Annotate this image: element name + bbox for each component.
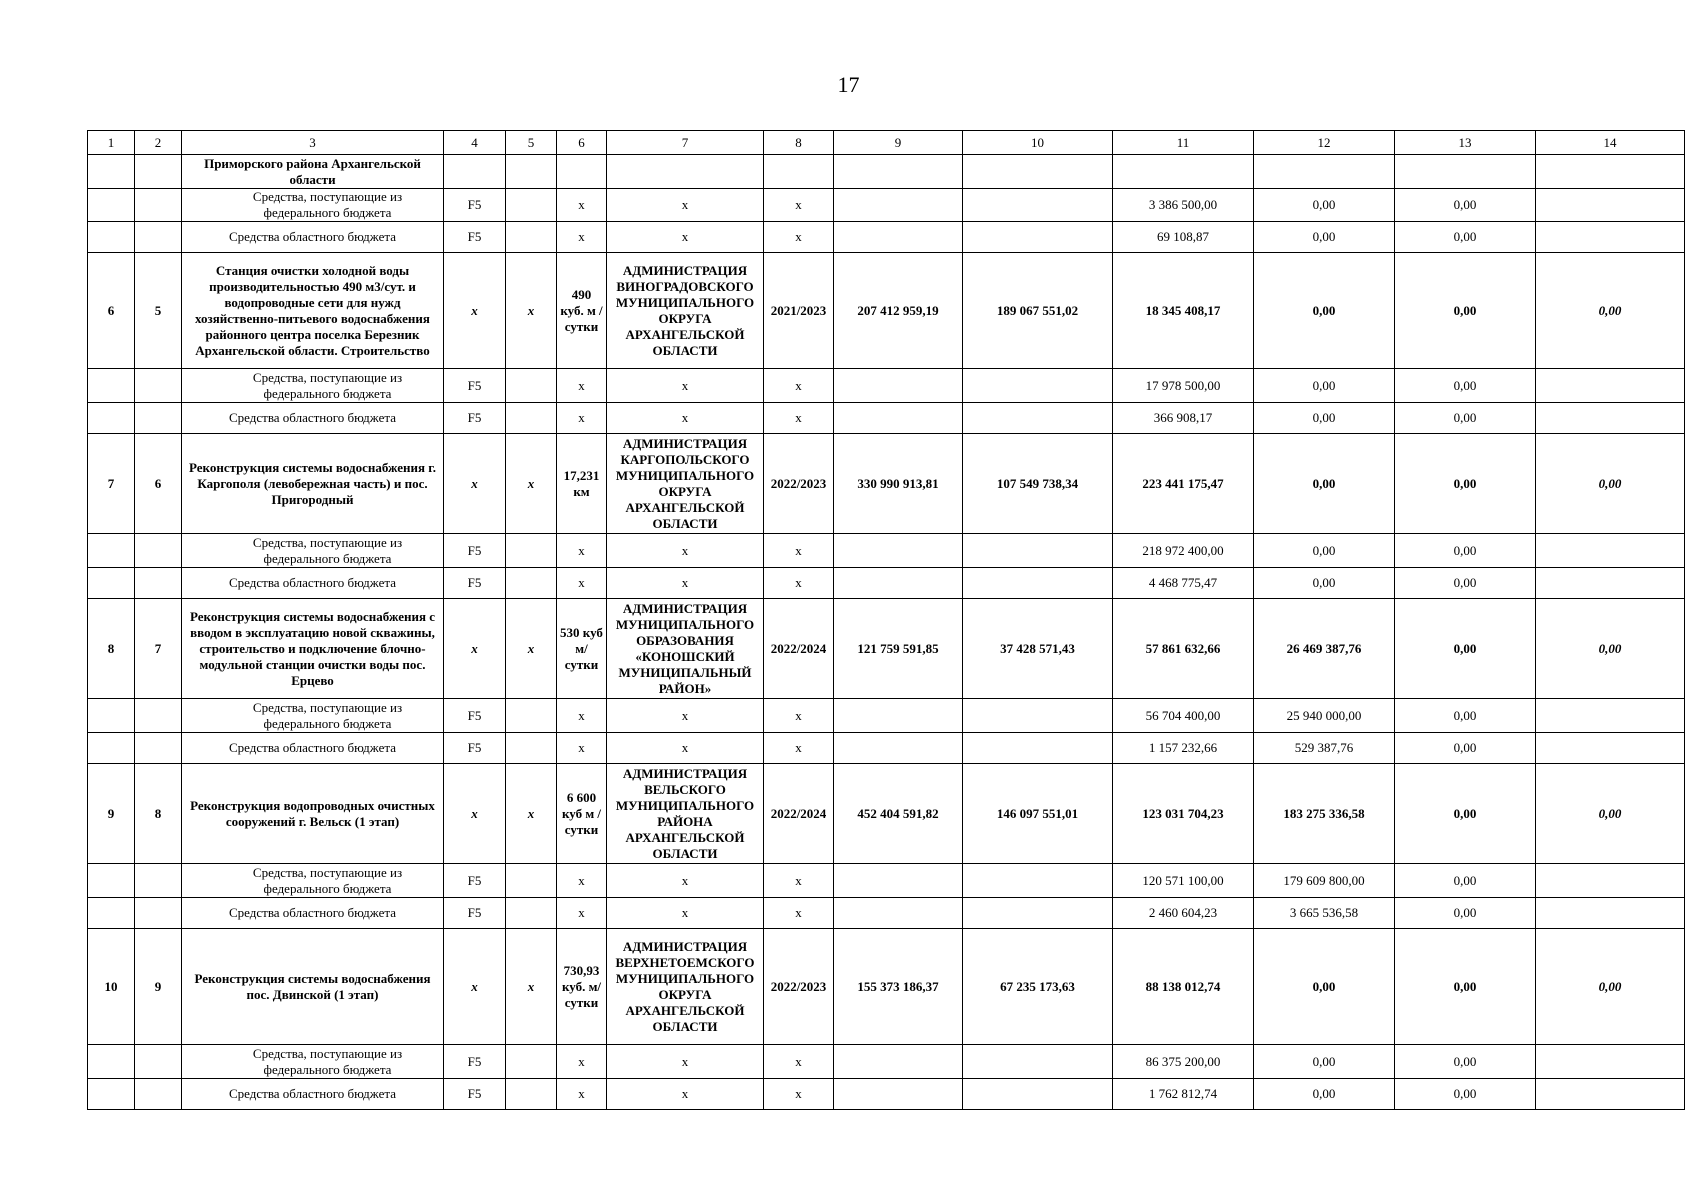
col10-cell: 146 097 551,01 — [963, 764, 1113, 864]
col11-cell: 1 762 812,74 — [1113, 1079, 1254, 1110]
code-cell: F5 — [444, 1045, 506, 1079]
table-row — [88, 733, 1685, 764]
period-cell: х — [764, 1045, 834, 1079]
project-name-cell: Реконструкция системы водоснабжения г. Каргополя (левобережная часть) и пос. Пригородный — [182, 434, 444, 534]
period-cell: х — [764, 369, 834, 403]
row-number-cell — [88, 403, 135, 434]
cost-cell — [834, 1079, 963, 1110]
client-cell: АДМИНИСТРАЦИЯ КАРГОПОЛЬСКОГО МУНИЦИПАЛЬНОГО ОКРУГА АРХАНГЕЛЬСКОЙ ОБЛАСТИ — [607, 434, 764, 534]
client-cell: х — [607, 369, 764, 403]
col13-cell — [1395, 155, 1536, 189]
header-cell: 4 — [444, 131, 506, 155]
col14-cell — [1536, 699, 1685, 733]
cost-cell — [834, 733, 963, 764]
col5-cell — [506, 189, 557, 222]
col10-cell — [963, 403, 1113, 434]
col11-cell: 120 571 100,00 — [1113, 864, 1254, 898]
period-cell: х — [764, 534, 834, 568]
col5-cell: х — [506, 253, 557, 369]
col10-cell — [963, 864, 1113, 898]
col10-cell: 37 428 571,43 — [963, 599, 1113, 699]
client-cell: х — [607, 733, 764, 764]
client-cell: х — [607, 189, 764, 222]
funding-source-label: Средства, поступающие из федерального бюджета — [252, 534, 403, 566]
client-cell: х — [607, 534, 764, 568]
table-row — [88, 699, 1685, 733]
col5-cell: х — [506, 764, 557, 864]
row-number-cell — [88, 1045, 135, 1079]
col12-cell: 0,00 — [1254, 222, 1395, 253]
col12-cell: 0,00 — [1254, 403, 1395, 434]
col10-cell — [963, 699, 1113, 733]
col5-cell — [506, 733, 557, 764]
col13-cell: 0,00 — [1395, 733, 1536, 764]
client-cell: х — [607, 568, 764, 599]
cost-cell — [834, 864, 963, 898]
client-cell: АДМИНИСТРАЦИЯ МУНИЦИПАЛЬНОГО ОБРАЗОВАНИЯ «КОНОШСКИЙ МУНИЦИПАЛЬНЫЙ РАЙОН» — [607, 599, 764, 699]
code-cell: F5 — [444, 534, 506, 568]
capacity-cell: х — [557, 369, 607, 403]
capacity-cell: х — [557, 1045, 607, 1079]
row-number-cell — [88, 155, 135, 189]
col12-cell: 179 609 800,00 — [1254, 864, 1395, 898]
project-name-cell: Приморского района Архангельской области — [182, 155, 444, 189]
col12-cell: 0,00 — [1254, 1045, 1395, 1079]
period-cell — [764, 155, 834, 189]
col14-cell — [1536, 403, 1685, 434]
col5-cell — [506, 534, 557, 568]
item-number-cell — [135, 222, 182, 253]
col11-cell: 366 908,17 — [1113, 403, 1254, 434]
col10-cell — [963, 1045, 1113, 1079]
col12-cell: 0,00 — [1254, 434, 1395, 534]
row-number-cell — [88, 222, 135, 253]
header-cell: 1 — [88, 131, 135, 155]
col12-cell: 529 387,76 — [1254, 733, 1395, 764]
col14-cell — [1536, 189, 1685, 222]
col13-cell: 0,00 — [1395, 403, 1536, 434]
funding-source-cell — [182, 534, 444, 568]
col10-cell — [963, 222, 1113, 253]
code-cell: х — [444, 434, 506, 534]
col5-cell — [506, 1045, 557, 1079]
header-row — [88, 131, 1685, 155]
project-name-cell: Реконструкция системы водоснабжения с вводом в эксплуатацию новой скважины, строительство и подключение блочно-модульной станции очистки воды пос. Ерцево — [182, 599, 444, 699]
col11-cell — [1113, 155, 1254, 189]
table-row — [88, 1079, 1685, 1110]
col14-cell — [1536, 1045, 1685, 1079]
col12-cell: 0,00 — [1254, 534, 1395, 568]
header-cell: 8 — [764, 131, 834, 155]
code-cell: х — [444, 253, 506, 369]
funding-source-label: Средства, поступающие из федерального бюджета — [252, 1045, 403, 1077]
table-row — [88, 568, 1685, 599]
col5-cell: х — [506, 599, 557, 699]
code-cell: F5 — [444, 864, 506, 898]
code-cell: F5 — [444, 568, 506, 599]
col5-cell — [506, 568, 557, 599]
col11-cell: 218 972 400,00 — [1113, 534, 1254, 568]
col13-cell: 0,00 — [1395, 599, 1536, 699]
header-cell: 6 — [557, 131, 607, 155]
project-name-cell: Реконструкция водопроводных очистных сооружений г. Вельск (1 этап) — [182, 764, 444, 864]
item-number-cell — [135, 534, 182, 568]
capacity-cell: 6 600 куб м / сутки — [557, 764, 607, 864]
code-cell: F5 — [444, 222, 506, 253]
header-cell: 12 — [1254, 131, 1395, 155]
col13-cell: 0,00 — [1395, 568, 1536, 599]
header-cell: 13 — [1395, 131, 1536, 155]
funding-source-label: Средства, поступающие из федерального бюджета — [252, 369, 403, 401]
col5-cell — [506, 699, 557, 733]
period-cell: 2022/2024 — [764, 764, 834, 864]
col5-cell — [506, 369, 557, 403]
capacity-cell: х — [557, 534, 607, 568]
funding-source-cell: Средства областного бюджета — [182, 1079, 444, 1110]
col13-cell: 0,00 — [1395, 534, 1536, 568]
col12-cell: 0,00 — [1254, 929, 1395, 1045]
col12-cell: 183 275 336,58 — [1254, 764, 1395, 864]
capacity-cell: х — [557, 733, 607, 764]
code-cell: х — [444, 929, 506, 1045]
col5-cell: х — [506, 434, 557, 534]
table-row — [88, 403, 1685, 434]
table-row — [88, 189, 1685, 222]
col12-cell: 0,00 — [1254, 568, 1395, 599]
row-number-cell: 9 — [88, 764, 135, 864]
table-row — [88, 764, 1685, 864]
item-number-cell — [135, 864, 182, 898]
capacity-cell: 530 куб м/сутки — [557, 599, 607, 699]
item-number-cell: 9 — [135, 929, 182, 1045]
capacity-cell: х — [557, 699, 607, 733]
capacity-cell: х — [557, 1079, 607, 1110]
col10-cell — [963, 369, 1113, 403]
col10-cell: 189 067 551,02 — [963, 253, 1113, 369]
header-cell: 7 — [607, 131, 764, 155]
capacity-cell — [557, 155, 607, 189]
code-cell: х — [444, 764, 506, 864]
item-number-cell — [135, 189, 182, 222]
cost-cell: 452 404 591,82 — [834, 764, 963, 864]
period-cell: х — [764, 699, 834, 733]
col13-cell: 0,00 — [1395, 1079, 1536, 1110]
cost-cell — [834, 1045, 963, 1079]
funding-source-cell — [182, 699, 444, 733]
col10-cell: 67 235 173,63 — [963, 929, 1113, 1045]
col12-cell: 3 665 536,58 — [1254, 898, 1395, 929]
period-cell: х — [764, 568, 834, 599]
col10-cell — [963, 534, 1113, 568]
code-cell: х — [444, 599, 506, 699]
capacity-cell: х — [557, 189, 607, 222]
client-cell: х — [607, 1045, 764, 1079]
col13-cell: 0,00 — [1395, 764, 1536, 864]
item-number-cell — [135, 369, 182, 403]
col10-cell — [963, 568, 1113, 599]
col14-cell — [1536, 568, 1685, 599]
col10-cell: 107 549 738,34 — [963, 434, 1113, 534]
col14-cell — [1536, 222, 1685, 253]
cost-cell — [834, 534, 963, 568]
cost-cell — [834, 222, 963, 253]
cost-cell: 330 990 913,81 — [834, 434, 963, 534]
col5-cell: х — [506, 929, 557, 1045]
col11-cell: 3 386 500,00 — [1113, 189, 1254, 222]
col5-cell — [506, 155, 557, 189]
period-cell: х — [764, 733, 834, 764]
row-number-cell — [88, 1079, 135, 1110]
col14-cell — [1536, 369, 1685, 403]
item-number-cell — [135, 403, 182, 434]
col14-cell: 0,00 — [1536, 764, 1685, 864]
cost-cell: 121 759 591,85 — [834, 599, 963, 699]
item-number-cell — [135, 733, 182, 764]
client-cell: АДМИНИСТРАЦИЯ ВИНОГРАДОВСКОГО МУНИЦИПАЛЬНОГО ОКРУГА АРХАНГЕЛЬСКОЙ ОБЛАСТИ — [607, 253, 764, 369]
col14-cell: 0,00 — [1536, 253, 1685, 369]
row-number-cell: 7 — [88, 434, 135, 534]
table-row — [88, 1045, 1685, 1079]
header-cell: 2 — [135, 131, 182, 155]
col10-cell — [963, 733, 1113, 764]
col14-cell — [1536, 1079, 1685, 1110]
col11-cell: 1 157 232,66 — [1113, 733, 1254, 764]
row-number-cell — [88, 568, 135, 599]
cost-cell: 207 412 959,19 — [834, 253, 963, 369]
period-cell: х — [764, 189, 834, 222]
period-cell: 2021/2023 — [764, 253, 834, 369]
capacity-cell: х — [557, 403, 607, 434]
project-name-cell: Станция очистки холодной воды производительностью 490 м3/сут. и водопроводные сети для нужд хозяйственно-питьевого водоснабжения районного центра поселка Березник Архангельской области. Строительство — [182, 253, 444, 369]
col12-cell: 0,00 — [1254, 189, 1395, 222]
col14-cell — [1536, 534, 1685, 568]
budget-table — [87, 130, 1685, 1110]
funding-source-label: Средства, поступающие из федерального бюджета — [252, 864, 403, 896]
header-cell: 9 — [834, 131, 963, 155]
capacity-cell: 490 куб. м / сутки — [557, 253, 607, 369]
period-cell: 2022/2024 — [764, 599, 834, 699]
col11-cell: 88 138 012,74 — [1113, 929, 1254, 1045]
col10-cell — [963, 155, 1113, 189]
col13-cell: 0,00 — [1395, 1045, 1536, 1079]
row-number-cell — [88, 699, 135, 733]
funding-source-cell — [182, 369, 444, 403]
col5-cell — [506, 898, 557, 929]
header-cell: 10 — [963, 131, 1113, 155]
col14-cell: 0,00 — [1536, 929, 1685, 1045]
code-cell: F5 — [444, 699, 506, 733]
col12-cell: 0,00 — [1254, 253, 1395, 369]
item-number-cell: 7 — [135, 599, 182, 699]
col11-cell: 69 108,87 — [1113, 222, 1254, 253]
code-cell: F5 — [444, 189, 506, 222]
item-number-cell: 8 — [135, 764, 182, 864]
col5-cell — [506, 222, 557, 253]
col13-cell: 0,00 — [1395, 898, 1536, 929]
table-row — [88, 599, 1685, 699]
code-cell: F5 — [444, 1079, 506, 1110]
col10-cell — [963, 898, 1113, 929]
col13-cell: 0,00 — [1395, 864, 1536, 898]
funding-source-cell: Средства областного бюджета — [182, 898, 444, 929]
row-number-cell — [88, 733, 135, 764]
row-number-cell: 10 — [88, 929, 135, 1045]
row-number-cell — [88, 189, 135, 222]
item-number-cell — [135, 568, 182, 599]
item-number-cell — [135, 1045, 182, 1079]
funding-source-cell: Средства областного бюджета — [182, 403, 444, 434]
project-name-cell: Реконструкция системы водоснабжения пос. Двинской (1 этап) — [182, 929, 444, 1045]
period-cell: х — [764, 222, 834, 253]
funding-source-label: Средства, поступающие из федерального бюджета — [252, 189, 403, 220]
row-number-cell — [88, 898, 135, 929]
period-cell: 2022/2023 — [764, 929, 834, 1045]
header-cell: 5 — [506, 131, 557, 155]
capacity-cell: х — [557, 568, 607, 599]
col13-cell: 0,00 — [1395, 189, 1536, 222]
capacity-cell: х — [557, 898, 607, 929]
cost-cell — [834, 155, 963, 189]
col11-cell: 2 460 604,23 — [1113, 898, 1254, 929]
row-number-cell — [88, 864, 135, 898]
table-row — [88, 534, 1685, 568]
page-number: 17 — [837, 72, 860, 97]
item-number-cell: 6 — [135, 434, 182, 534]
col5-cell — [506, 403, 557, 434]
code-cell: F5 — [444, 369, 506, 403]
table-row — [88, 864, 1685, 898]
client-cell: х — [607, 1079, 764, 1110]
item-number-cell — [135, 699, 182, 733]
cost-cell — [834, 699, 963, 733]
row-number-cell — [88, 534, 135, 568]
col13-cell: 0,00 — [1395, 369, 1536, 403]
col11-cell: 86 375 200,00 — [1113, 1045, 1254, 1079]
funding-source-cell — [182, 864, 444, 898]
col13-cell: 0,00 — [1395, 253, 1536, 369]
code-cell: F5 — [444, 733, 506, 764]
item-number-cell — [135, 155, 182, 189]
table-row — [88, 369, 1685, 403]
table-row — [88, 898, 1685, 929]
item-number-cell — [135, 1079, 182, 1110]
col11-cell: 17 978 500,00 — [1113, 369, 1254, 403]
col5-cell — [506, 1079, 557, 1110]
col11-cell: 4 468 775,47 — [1113, 568, 1254, 599]
header-cell: 3 — [182, 131, 444, 155]
client-cell: х — [607, 864, 764, 898]
col14-cell — [1536, 155, 1685, 189]
funding-source-cell: Средства областного бюджета — [182, 733, 444, 764]
row-number-cell: 6 — [88, 253, 135, 369]
code-cell: F5 — [444, 898, 506, 929]
cost-cell — [834, 898, 963, 929]
table-row — [88, 253, 1685, 369]
col12-cell: 0,00 — [1254, 369, 1395, 403]
period-cell: 2022/2023 — [764, 434, 834, 534]
col12-cell: 25 940 000,00 — [1254, 699, 1395, 733]
col10-cell — [963, 189, 1113, 222]
header-cell: 11 — [1113, 131, 1254, 155]
capacity-cell: 730,93 куб. м/сутки — [557, 929, 607, 1045]
funding-source-label: Средства, поступающие из федерального бюджета — [252, 699, 403, 731]
col13-cell: 0,00 — [1395, 222, 1536, 253]
period-cell: х — [764, 1079, 834, 1110]
row-number-cell — [88, 369, 135, 403]
capacity-cell: х — [557, 222, 607, 253]
row-number-cell: 8 — [88, 599, 135, 699]
col11-cell: 18 345 408,17 — [1113, 253, 1254, 369]
item-number-cell — [135, 898, 182, 929]
col13-cell: 0,00 — [1395, 699, 1536, 733]
funding-source-cell: Средства областного бюджета — [182, 222, 444, 253]
table-row — [88, 929, 1685, 1045]
col5-cell — [506, 864, 557, 898]
code-cell: F5 — [444, 403, 506, 434]
col14-cell — [1536, 864, 1685, 898]
col12-cell — [1254, 155, 1395, 189]
col13-cell: 0,00 — [1395, 434, 1536, 534]
cost-cell: 155 373 186,37 — [834, 929, 963, 1045]
client-cell: АДМИНИСТРАЦИЯ ВЕРХНЕТОЕМСКОГО МУНИЦИПАЛЬНОГО ОКРУГА АРХАНГЕЛЬСКОЙ ОБЛАСТИ — [607, 929, 764, 1045]
cost-cell — [834, 403, 963, 434]
cost-cell — [834, 189, 963, 222]
funding-source-cell — [182, 1045, 444, 1079]
col11-cell: 57 861 632,66 — [1113, 599, 1254, 699]
client-cell: х — [607, 403, 764, 434]
header-cell: 14 — [1536, 131, 1685, 155]
col12-cell: 0,00 — [1254, 1079, 1395, 1110]
period-cell: х — [764, 898, 834, 929]
code-cell — [444, 155, 506, 189]
col14-cell — [1536, 733, 1685, 764]
client-cell — [607, 155, 764, 189]
client-cell: х — [607, 898, 764, 929]
col14-cell — [1536, 898, 1685, 929]
client-cell: АДМИНИСТРАЦИЯ ВЕЛЬСКОГО МУНИЦИПАЛЬНОГО РАЙОНА АРХАНГЕЛЬСКОЙ ОБЛАСТИ — [607, 764, 764, 864]
table-row — [88, 155, 1685, 189]
col12-cell: 26 469 387,76 — [1254, 599, 1395, 699]
col13-cell: 0,00 — [1395, 929, 1536, 1045]
cost-cell — [834, 568, 963, 599]
funding-source-cell — [182, 189, 444, 222]
funding-source-cell: Средства областного бюджета — [182, 568, 444, 599]
period-cell: х — [764, 864, 834, 898]
col11-cell: 223 441 175,47 — [1113, 434, 1254, 534]
period-cell: х — [764, 403, 834, 434]
col14-cell: 0,00 — [1536, 599, 1685, 699]
capacity-cell: х — [557, 864, 607, 898]
capacity-cell: 17,231 км — [557, 434, 607, 534]
cost-cell — [834, 369, 963, 403]
col11-cell: 56 704 400,00 — [1113, 699, 1254, 733]
item-number-cell: 5 — [135, 253, 182, 369]
table-row — [88, 222, 1685, 253]
col11-cell: 123 031 704,23 — [1113, 764, 1254, 864]
col14-cell: 0,00 — [1536, 434, 1685, 534]
client-cell: х — [607, 222, 764, 253]
client-cell: х — [607, 699, 764, 733]
col10-cell — [963, 1079, 1113, 1110]
table-row — [88, 434, 1685, 534]
